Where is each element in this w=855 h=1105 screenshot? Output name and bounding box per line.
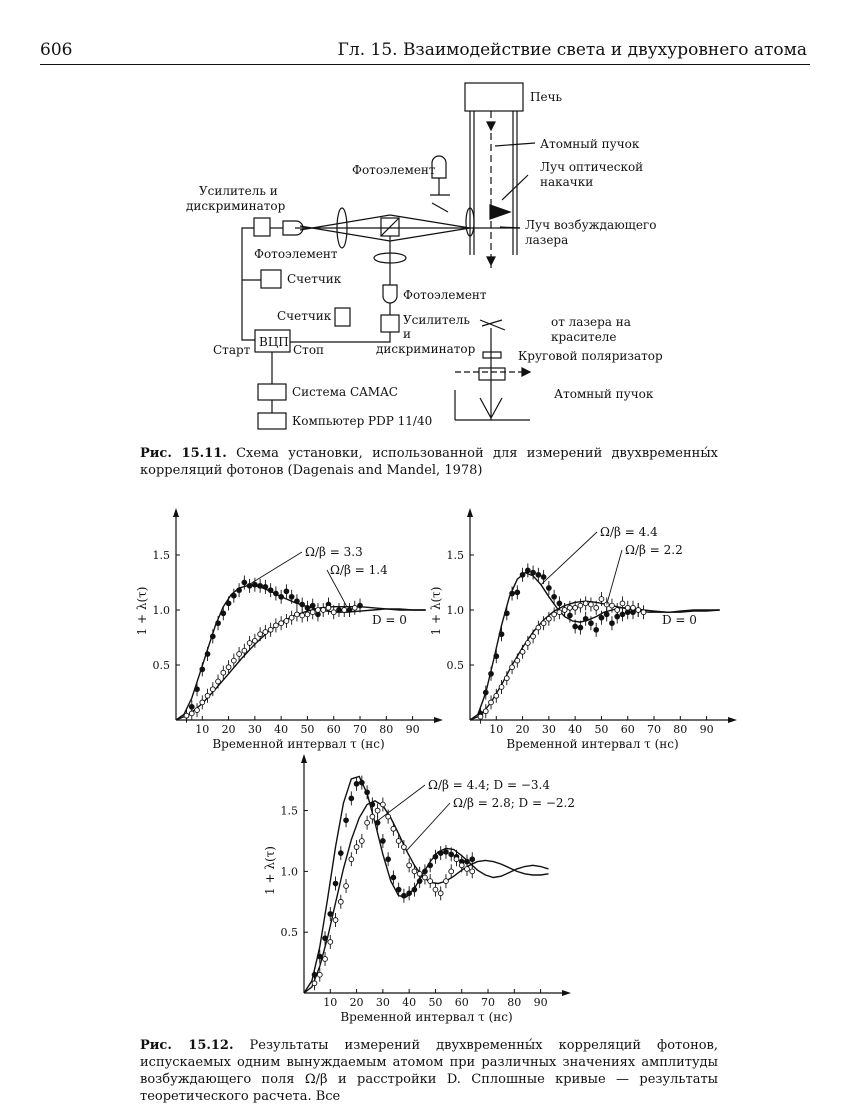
- x-tick-label: 60: [620, 723, 635, 736]
- data-point: [423, 875, 428, 880]
- data-point: [349, 796, 354, 801]
- data-point: [438, 851, 443, 856]
- data-point: [520, 649, 525, 654]
- data-point: [483, 690, 488, 695]
- label-photocell-bottom: Фотоэлемент: [403, 288, 487, 302]
- data-point: [573, 605, 578, 610]
- x-tick-label: 20: [515, 723, 530, 736]
- series-label: Ω/β = 4.4: [600, 525, 658, 539]
- data-point: [242, 580, 247, 585]
- data-point: [331, 610, 336, 615]
- x-tick-label: 80: [507, 996, 522, 1009]
- x-tick-label: 80: [379, 723, 394, 736]
- data-point: [258, 632, 263, 637]
- label-optical-pump-1: Луч оптической: [540, 160, 644, 174]
- data-point: [604, 612, 609, 617]
- data-point: [510, 665, 515, 670]
- y-axis-arrow: [467, 508, 473, 517]
- data-point: [396, 887, 401, 892]
- series-label: Ω/β = 1.4: [330, 563, 388, 577]
- data-point: [557, 601, 562, 606]
- data-point: [252, 638, 257, 643]
- data-point: [300, 602, 305, 607]
- data-point: [342, 608, 347, 613]
- x-tick-label: 50: [300, 723, 315, 736]
- series-leader-line: [541, 532, 597, 585]
- data-point: [216, 679, 221, 684]
- x-tick-label: 70: [481, 996, 496, 1009]
- data-point: [349, 857, 354, 862]
- data-point: [273, 623, 278, 628]
- x-tick-label: 40: [402, 996, 417, 1009]
- x-axis-arrow: [562, 990, 571, 996]
- data-point: [578, 625, 583, 630]
- theory-curve-0: [470, 573, 720, 720]
- data-point: [279, 621, 284, 626]
- data-point: [370, 814, 375, 819]
- x-tick-label: 20: [221, 723, 236, 736]
- data-point: [273, 591, 278, 596]
- series-leader-line: [607, 550, 622, 605]
- data-point: [573, 624, 578, 629]
- label-oven: Печь: [530, 90, 563, 104]
- label-atomic-beam: Атомный пучок: [540, 137, 640, 151]
- series-label: Ω/β = 4.4; D = −3.4: [428, 778, 550, 792]
- data-point: [284, 619, 289, 624]
- annotation-detuning: D = 0: [372, 613, 407, 627]
- y-axis-label: 1 + λ(τ): [263, 846, 277, 895]
- data-point: [525, 568, 530, 573]
- data-point: [344, 884, 349, 889]
- data-point: [454, 857, 459, 862]
- data-point: [459, 863, 464, 868]
- data-point: [489, 700, 494, 705]
- data-point: [578, 603, 583, 608]
- data-point: [620, 601, 625, 606]
- data-point: [428, 879, 433, 884]
- data-point: [347, 608, 352, 613]
- data-point: [444, 879, 449, 884]
- label-dye-laser-1: от лазера на: [551, 315, 631, 329]
- data-point: [636, 608, 641, 613]
- x-axis-arrow: [728, 717, 737, 723]
- data-point: [258, 583, 263, 588]
- x-tick-label: 30: [375, 996, 390, 1009]
- data-point: [444, 850, 449, 855]
- data-point: [300, 613, 305, 618]
- data-point: [326, 605, 331, 610]
- data-point: [380, 839, 385, 844]
- data-point: [295, 599, 300, 604]
- data-point: [483, 709, 488, 714]
- data-point: [268, 588, 273, 593]
- label-computer: Компьютер PDP 11/40: [292, 414, 433, 428]
- data-point: [338, 851, 343, 856]
- data-point: [279, 594, 284, 599]
- x-tick-label: 30: [247, 723, 262, 736]
- label-amp-left-1: Усилитель и: [199, 184, 278, 198]
- x-tick-label: 70: [353, 723, 368, 736]
- data-point: [237, 588, 242, 593]
- data-point: [594, 627, 599, 632]
- x-tick-label: 10: [323, 996, 338, 1009]
- x-tick-label: 10: [195, 723, 210, 736]
- data-point: [205, 693, 210, 698]
- data-point: [189, 711, 194, 716]
- data-point: [599, 597, 604, 602]
- data-point: [205, 652, 210, 657]
- label-counter-left: Счетчик: [287, 272, 342, 286]
- running-head: Гл. 15. Взаимодействие света и двухуровнего атома: [337, 40, 807, 60]
- label-amp-right-3: дискриминатор: [376, 342, 476, 356]
- data-point: [641, 610, 646, 615]
- y-tick-label: 1.5: [446, 549, 464, 562]
- data-point: [391, 826, 396, 831]
- y-tick-label: 1.5: [280, 804, 298, 818]
- x-tick-label: 20: [349, 996, 364, 1009]
- data-point: [599, 615, 604, 620]
- data-point: [567, 605, 572, 610]
- data-point: [610, 621, 615, 626]
- data-point: [295, 612, 300, 617]
- data-point: [510, 591, 515, 596]
- data-point: [391, 875, 396, 880]
- data-point: [344, 818, 349, 823]
- x-axis-label: Временной интервал τ (нс): [506, 737, 679, 751]
- data-point: [499, 685, 504, 690]
- label-counter-mid: Счетчик: [277, 309, 332, 323]
- data-point: [494, 654, 499, 659]
- page-number: 606: [40, 40, 73, 60]
- data-point: [494, 693, 499, 698]
- x-tick-label: 30: [541, 723, 556, 736]
- data-point: [557, 610, 562, 615]
- data-point: [589, 602, 594, 607]
- data-point: [310, 610, 315, 615]
- data-point: [352, 605, 357, 610]
- data-point: [365, 790, 370, 795]
- x-tick-label: 50: [594, 723, 609, 736]
- caption-text: Результаты измерений двухвременны́х корреляций фотонов, испускаемых одним вынуждаемым атомом при различных значениях амплитуды возбуждающего поля Ω/β и расстройки D. Сплошные кривые — результаты теоретического расчета. Все: [140, 1038, 719, 1104]
- data-point: [354, 845, 359, 850]
- x-tick-label: 50: [428, 996, 443, 1009]
- data-point: [375, 808, 380, 813]
- y-axis-arrow: [301, 754, 307, 763]
- x-tick-label: 60: [454, 996, 469, 1009]
- data-point: [546, 616, 551, 621]
- data-point: [589, 621, 594, 626]
- data-point: [465, 867, 470, 872]
- x-tick-label: 90: [405, 723, 420, 736]
- data-point: [504, 611, 509, 616]
- data-point: [289, 615, 294, 620]
- data-point: [200, 667, 205, 672]
- data-point: [552, 594, 557, 599]
- y-tick-label: 1.0: [280, 865, 298, 879]
- data-point: [184, 713, 189, 718]
- x-axis-label: Временной интервал τ (нс): [212, 737, 385, 751]
- y-tick-label: 0.5: [152, 659, 170, 672]
- data-point: [525, 641, 530, 646]
- label-photocell-left: Фотоэлемент: [254, 247, 338, 261]
- data-point: [515, 658, 520, 663]
- label-stop: Стоп: [293, 343, 325, 357]
- data-point: [396, 839, 401, 844]
- data-point: [237, 652, 242, 657]
- data-point: [221, 670, 226, 675]
- data-point: [386, 814, 391, 819]
- data-point: [365, 820, 370, 825]
- data-point: [216, 621, 221, 626]
- data-point: [449, 869, 454, 874]
- label-circular-polarizer: Круговой поляризатор: [518, 349, 663, 363]
- data-point: [337, 608, 342, 613]
- data-point: [428, 863, 433, 868]
- data-point: [594, 605, 599, 610]
- label-optical-pump-2: накачки: [540, 175, 594, 189]
- data-point: [338, 899, 343, 904]
- annotation-detuning: D = 0: [662, 613, 697, 627]
- data-point: [583, 616, 588, 621]
- label-dye-laser-2: красителе: [551, 330, 617, 344]
- data-point: [317, 972, 322, 977]
- y-tick-label: 1.0: [446, 604, 464, 617]
- data-point: [247, 641, 252, 646]
- caption-label: Рис. 15.12.: [140, 1038, 234, 1053]
- data-point: [380, 802, 385, 807]
- data-point: [536, 572, 541, 577]
- data-point: [401, 893, 406, 898]
- label-exciting-laser-1: Луч возбуждающего: [525, 218, 657, 232]
- data-point: [515, 590, 520, 595]
- x-tick-label: 80: [673, 723, 688, 736]
- data-point: [489, 671, 494, 676]
- x-tick-label: 10: [489, 723, 504, 736]
- data-point: [407, 891, 412, 896]
- y-tick-label: 1.5: [152, 549, 170, 562]
- figure-15-12-caption: [140, 1037, 718, 1105]
- label-amp-left-2: дискриминатор: [186, 199, 286, 213]
- data-point: [449, 852, 454, 857]
- data-point: [562, 608, 567, 613]
- data-point: [433, 854, 438, 859]
- label-camac: Система CAMAC: [292, 385, 398, 399]
- data-point: [412, 869, 417, 874]
- series-label: Ω/β = 2.2: [625, 543, 683, 557]
- series-label: Ω/β = 2.8; D = −2.2: [453, 796, 575, 810]
- y-tick-label: 0.5: [446, 659, 464, 672]
- label-tac: ВЦП: [259, 335, 289, 349]
- data-point: [417, 871, 422, 876]
- data-point: [520, 572, 525, 577]
- data-point: [312, 981, 317, 986]
- data-point: [354, 781, 359, 786]
- label-exciting-laser-2: лазера: [525, 233, 569, 247]
- label-amp-right-2: и: [403, 327, 411, 341]
- data-point: [541, 621, 546, 626]
- data-point: [438, 891, 443, 896]
- data-point: [478, 714, 483, 719]
- data-point: [359, 839, 364, 844]
- data-point: [407, 863, 412, 868]
- chart-panel-top-left: [135, 508, 443, 751]
- data-point: [316, 608, 321, 613]
- data-point: [305, 612, 310, 617]
- data-point: [620, 612, 625, 617]
- data-point: [210, 687, 215, 692]
- caption-label: Рис. 15.11.: [140, 446, 227, 461]
- label-atomic-beam-2: Атомный пучок: [554, 387, 654, 401]
- series-leader-line: [247, 552, 302, 586]
- data-point: [631, 605, 636, 610]
- data-point: [226, 665, 231, 670]
- data-point: [284, 589, 289, 594]
- data-point: [531, 570, 536, 575]
- x-axis-arrow: [434, 717, 443, 723]
- data-point: [231, 593, 236, 598]
- label-amp-right-1: Усилитель: [403, 313, 470, 327]
- data-point: [499, 632, 504, 637]
- x-axis-label: Временной интервал τ (нс): [340, 1010, 513, 1024]
- y-axis-arrow: [173, 508, 179, 517]
- data-point: [268, 627, 273, 632]
- caption-text: Схема установки, использованной для измерений двухвременны́х корреляций фотонов (Dagenais and Mandel, 1978): [140, 446, 718, 478]
- data-point: [552, 612, 557, 617]
- data-point: [242, 648, 247, 653]
- data-point: [536, 625, 541, 630]
- data-point: [504, 676, 509, 681]
- data-point: [289, 594, 294, 599]
- data-point: [263, 630, 268, 635]
- y-axis-label: 1 + λ(τ): [135, 586, 149, 636]
- data-point: [615, 608, 620, 613]
- data-point: [323, 957, 328, 962]
- data-point: [583, 601, 588, 606]
- y-tick-label: 0.5: [280, 926, 298, 940]
- data-point: [625, 605, 630, 610]
- data-point: [412, 887, 417, 892]
- y-tick-label: 1.0: [152, 604, 170, 617]
- data-point: [470, 869, 475, 874]
- data-point: [333, 881, 338, 886]
- y-axis-label: 1 + λ(τ): [429, 586, 443, 636]
- data-point: [195, 708, 200, 713]
- data-point: [200, 700, 205, 705]
- series-label: Ω/β = 3.3: [305, 545, 363, 559]
- data-point: [546, 586, 551, 591]
- data-point: [321, 608, 326, 613]
- x-tick-label: 40: [568, 723, 583, 736]
- data-point: [252, 582, 257, 587]
- data-point: [263, 585, 268, 590]
- x-tick-label: 70: [647, 723, 662, 736]
- data-point: [433, 887, 438, 892]
- data-point: [359, 780, 364, 785]
- chart-panel-top-right: [429, 508, 737, 751]
- x-tick-label: 40: [274, 723, 289, 736]
- data-point: [221, 611, 226, 616]
- chart-panel-bottom: [263, 754, 575, 1024]
- data-point: [226, 601, 231, 606]
- data-point: [210, 634, 215, 639]
- data-point: [333, 918, 338, 923]
- x-tick-label: 90: [533, 996, 548, 1009]
- data-point: [386, 857, 391, 862]
- data-point: [195, 687, 200, 692]
- data-point: [231, 658, 236, 663]
- data-point: [470, 857, 475, 862]
- label-photocell-top: Фотоэлемент: [352, 163, 436, 177]
- data-point: [328, 940, 333, 945]
- series-leader-line: [407, 803, 450, 851]
- data-point: [531, 634, 536, 639]
- label-start: Старт: [213, 343, 251, 357]
- x-tick-label: 60: [326, 723, 341, 736]
- x-tick-label: 90: [699, 723, 714, 736]
- data-point: [610, 603, 615, 608]
- data-point: [541, 575, 546, 580]
- data-point: [401, 845, 406, 850]
